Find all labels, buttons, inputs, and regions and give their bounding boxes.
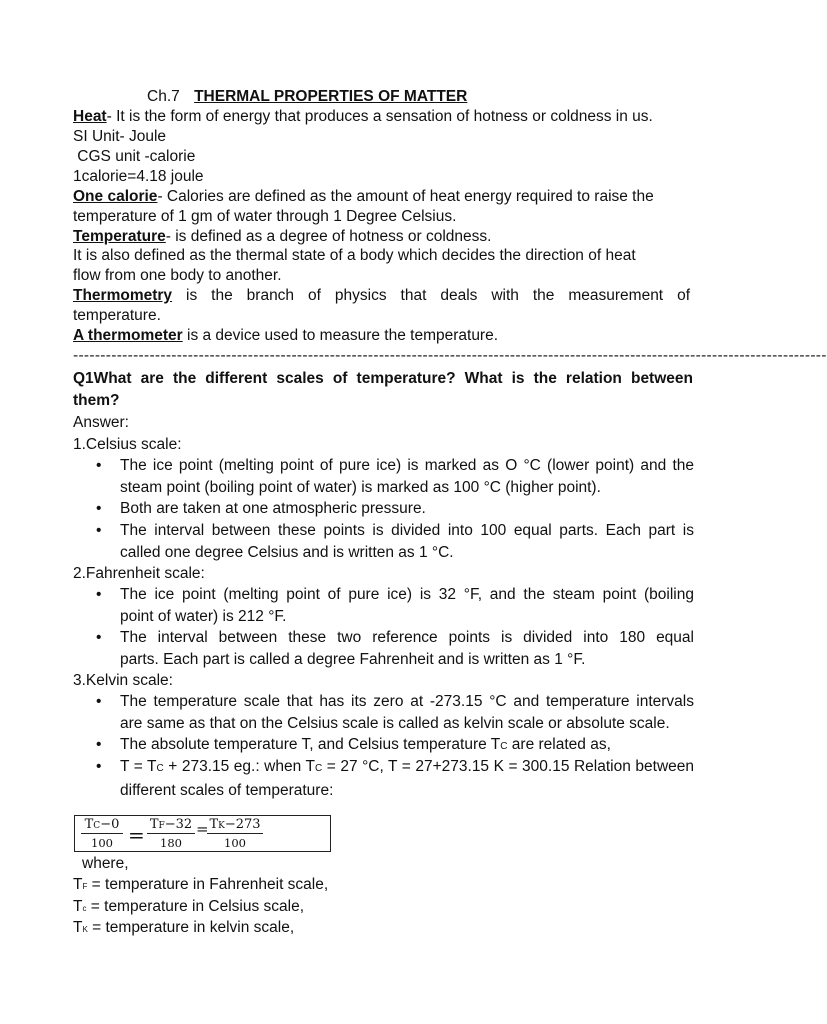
kelvin-bullet-1: • The temperature scale that has its zero at -273.15 °C and temperature intervals are same as that on the Celsius scale is called as kelvin scale or absolute scale. bbox=[96, 693, 694, 732]
thermometer-term: A thermometer bbox=[73, 327, 183, 344]
temperature-relation-formula bbox=[74, 815, 331, 852]
kelvin-bullet-2: • The absolute temperature T, and Celsius temperature TC are related as, bbox=[120, 734, 694, 758]
kelvin-fraction: $\frac{TK-273}{100}$ bbox=[207, 818, 263, 850]
heat-definition: Heat- It is the form of energy that produces a sensation of hotness or coldness in us. bbox=[73, 108, 653, 125]
page-title bbox=[147, 87, 467, 107]
question-text: Q1What are the different scales of temperature? What is the relation between bbox=[73, 370, 693, 387]
heat-term: Heat bbox=[73, 108, 107, 125]
celsius-fraction: $\frac{TC-0}{100}$ bbox=[81, 818, 123, 850]
bullet-dot-icon: • bbox=[96, 500, 102, 517]
celsius-bullet-2: • Both are taken at one atmospheric pressure. bbox=[120, 498, 694, 520]
thermometry-term: Thermometry bbox=[73, 287, 173, 304]
fahrenheit-heading: 2.Fahrenheit scale: bbox=[73, 565, 205, 582]
kelvin-heading: 3.Kelvin scale: bbox=[73, 672, 173, 689]
equals-sign: = bbox=[196, 820, 209, 838]
thermometer-definition: A thermometer is a device used to measure the temperature. bbox=[73, 327, 499, 344]
temperature-definition-alt: It is also defined as the thermal state of a body which decides the direction of heat bbox=[73, 247, 636, 264]
separator-line: ------------------------------------------------------------------------------------------------------------------------------------------ bbox=[73, 347, 827, 364]
question-text-cont: them? bbox=[73, 392, 120, 409]
chapter-number: Ch.7 bbox=[147, 88, 180, 105]
bullet-dot-icon: • bbox=[96, 522, 102, 539]
temperature-definition-alt-cont: flow from one body to another. bbox=[73, 267, 282, 284]
fahrenheit-bullet-2: • The interval between these two reference points is divided into 180 equal parts. Each part is called a degree Fahrenheit and is written as 1 °F. bbox=[96, 629, 694, 668]
calorie-definition-cont: temperature of 1 gm of water through 1 Degree Celsius. bbox=[73, 208, 457, 225]
legend-kelvin: TK = temperature in kelvin scale, bbox=[73, 919, 295, 936]
fahrenheit-bullet-1: • The ice point (melting point of pure ice) is 32 °F, and the steam point (boiling point of water) is 212 °F. bbox=[96, 586, 694, 625]
thermometry-definition-cont: temperature. bbox=[73, 307, 161, 324]
si-unit: SI Unit- Joule bbox=[73, 128, 167, 145]
bullet-dot-icon: • bbox=[96, 629, 102, 646]
chapter-heading: THERMAL PROPERTIES OF MATTER bbox=[194, 88, 468, 105]
calorie-conversion: 1calorie=4.18 joule bbox=[73, 168, 204, 185]
celsius-bullet-1: • The ice point (melting point of pure ice) is marked as O °C (lower point) and the steam point (boiling point of water) is marked as 100 °C (higher point). bbox=[96, 457, 694, 496]
celsius-heading: 1.Celsius scale: bbox=[73, 436, 182, 453]
calorie-definition: One calorie- Calories are defined as the amount of heat energy required to raise the bbox=[73, 188, 654, 205]
bullet-dot-icon: • bbox=[96, 758, 102, 775]
fahrenheit-fraction: $\frac{TF-32}{180}$ bbox=[147, 818, 195, 850]
celsius-bullet-3: • The interval between these points is divided into 100 equal parts. Each part is called one degree Celsius and is written as 1 °C. bbox=[96, 522, 694, 561]
thermometry-definition: Thermometry is the branch of physics that deals with the measurement of bbox=[73, 287, 690, 304]
equals-sign: = bbox=[128, 823, 145, 847]
bullet-dot-icon: • bbox=[96, 693, 102, 710]
legend-fahrenheit: TF = temperature in Fahrenheit scale, bbox=[73, 876, 329, 893]
bullet-dot-icon: • bbox=[96, 457, 102, 474]
kelvin-bullet-3: • T = TC + 273.15 eg.: when TC = 27 °C, T = 27+273.15 K = 300.15 Relation between different scales of temperature: bbox=[96, 758, 694, 799]
where-label: where, bbox=[82, 855, 129, 872]
legend-celsius: Tc = temperature in Celsius scale, bbox=[73, 898, 304, 915]
cgs-unit: CGS unit -calorie bbox=[73, 148, 196, 165]
bullet-dot-icon: • bbox=[96, 736, 102, 753]
answer-label: Answer: bbox=[73, 414, 129, 431]
temperature-term: Temperature bbox=[73, 228, 166, 245]
bullet-dot-icon: • bbox=[96, 586, 102, 603]
temperature-definition: Temperature- is defined as a degree of hotness or coldness. bbox=[73, 228, 492, 245]
calorie-term: One calorie bbox=[73, 188, 158, 205]
